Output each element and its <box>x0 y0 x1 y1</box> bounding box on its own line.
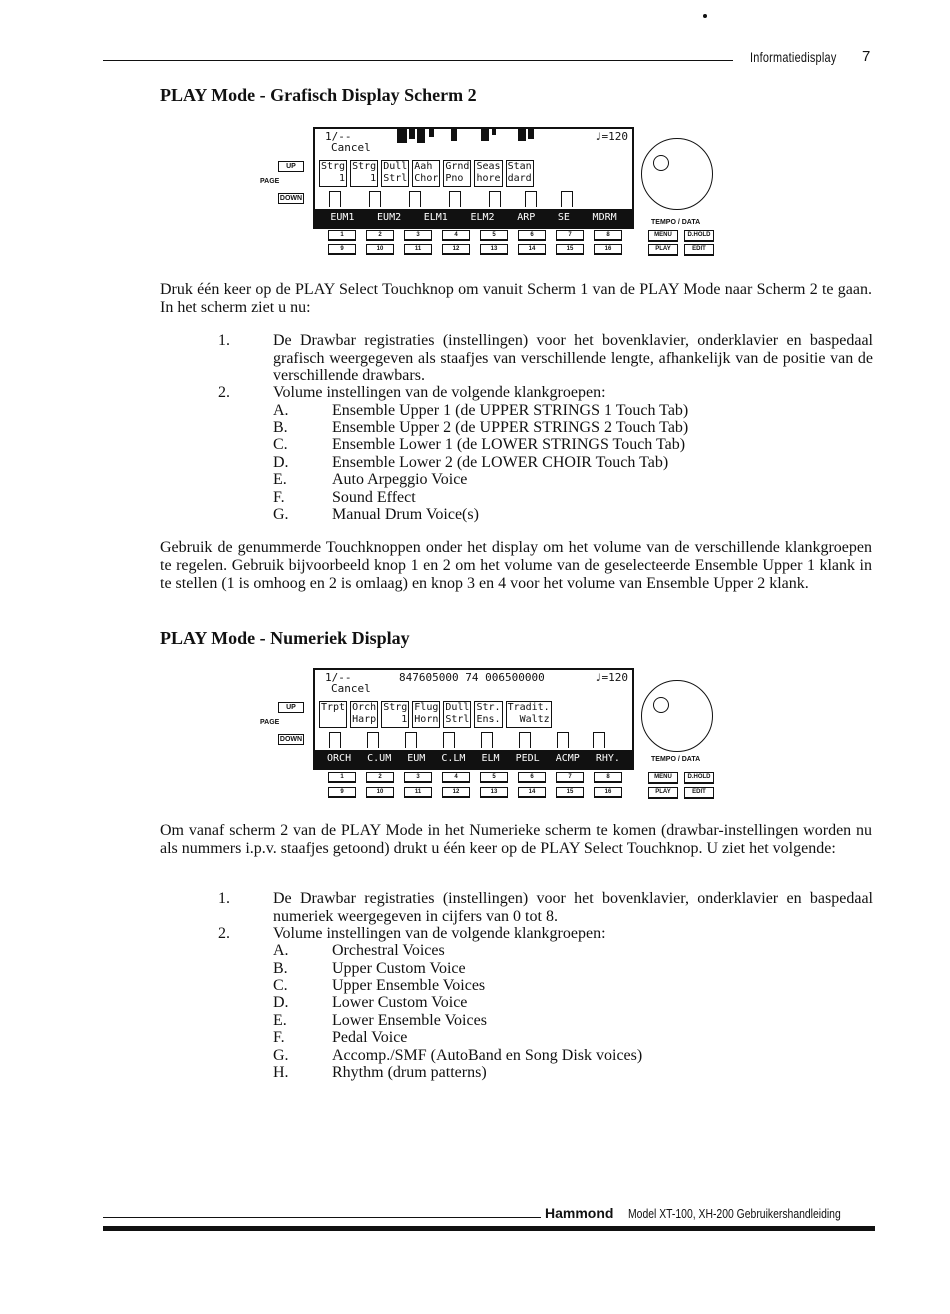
volume-bars <box>329 191 629 208</box>
tempo-data-label: TEMPO / DATA <box>651 756 701 763</box>
touch-button-5[interactable]: 5 <box>480 230 508 241</box>
touch-button-3[interactable]: 3 <box>404 230 432 241</box>
list-number: 2. <box>218 925 230 942</box>
sub-letter: G. <box>273 1047 289 1064</box>
display-panel-graphic <box>258 127 728 257</box>
page-up-button[interactable]: UP <box>278 702 304 713</box>
touch-button-15[interactable]: 15 <box>556 787 584 798</box>
lcd-group-label: EUM1 <box>330 212 355 223</box>
sub-letter: E. <box>273 471 287 488</box>
section-heading-graphic: PLAY Mode - Grafisch Display Scherm 2 <box>160 85 477 105</box>
lcd-cell: Seas hore <box>474 160 502 187</box>
lcd-cell: Trpt <box>319 701 347 728</box>
volume-bar <box>369 191 381 207</box>
lcd-group-label: ORCH <box>327 753 352 764</box>
touch-button-12[interactable]: 12 <box>442 244 470 255</box>
lcd-row1: 1/-- <box>325 130 352 143</box>
sub-letter: D. <box>273 454 289 471</box>
list-text: Volume instellingen van de volgende klankgroepen: <box>273 925 606 942</box>
knob-indicator <box>653 697 669 713</box>
list-number: 2. <box>218 384 230 401</box>
tempo-data-knob[interactable] <box>641 680 713 752</box>
edit-button[interactable]: EDIT <box>684 244 714 256</box>
lcd-cell: Dull Strl <box>381 160 409 187</box>
lcd-screen <box>313 668 634 770</box>
lcd-group-label: EUM <box>407 753 426 764</box>
footer-brand: Hammond <box>545 1205 614 1221</box>
lcd-cell: Orch Harp <box>350 701 378 728</box>
lcd-group-label: ELM1 <box>423 212 448 223</box>
touch-button-5[interactable]: 5 <box>480 772 508 783</box>
touch-button-9[interactable]: 9 <box>328 787 356 798</box>
edit-button[interactable]: EDIT <box>684 787 714 799</box>
volume-bar <box>525 191 537 207</box>
touch-button-2[interactable]: 2 <box>366 772 394 783</box>
list-number: 1. <box>218 332 230 349</box>
list-number: 1. <box>218 890 230 907</box>
lcd-group-label: ACMP <box>555 753 580 764</box>
volume-bar <box>367 732 379 748</box>
sub-text: Upper Custom Voice <box>332 960 466 977</box>
lcd-cell: Dull Strl <box>443 701 471 728</box>
drawbar <box>409 129 415 139</box>
sub-text: Upper Ensemble Voices <box>332 977 486 994</box>
menu-button[interactable]: MENU <box>648 772 678 784</box>
lcd-tempo: ♩=120 <box>594 671 628 684</box>
touch-button-16[interactable]: 16 <box>594 787 622 798</box>
touch-button-1[interactable]: 1 <box>328 772 356 783</box>
section-heading-numeric: PLAY Mode - Numeriek Display <box>160 628 410 648</box>
sub-text: Sound Effect <box>332 489 416 506</box>
page-number: 7 <box>862 48 871 65</box>
play-button[interactable]: PLAY <box>648 787 678 799</box>
lcd-cell: Stan dard <box>506 160 534 187</box>
list-text: De Drawbar registraties (instellingen) voor het bovenklavier, onderklavier en baspedaal grafisch weergegeven als staafjes van verschillende lengte, afhankelijk van de positie van de verschillende drawbars. <box>273 332 873 384</box>
lcd-row1: 1/-- <box>325 671 352 684</box>
drawbar <box>528 129 534 139</box>
touch-button-11[interactable]: 11 <box>404 787 432 798</box>
lcd-cell: Flug Horn <box>412 701 440 728</box>
touch-button-14[interactable]: 14 <box>518 244 546 255</box>
page-down-button[interactable]: DOWN <box>279 195 303 202</box>
lcd-screen <box>313 127 634 229</box>
lcd-row2: Cancel <box>331 682 371 695</box>
lcd-cell: Grnd Pno <box>443 160 471 187</box>
lcd-group-labels <box>315 209 632 227</box>
touch-button-13[interactable]: 13 <box>480 244 508 255</box>
touch-button-2[interactable]: 2 <box>366 230 394 241</box>
sub-text: Ensemble Lower 1 (de LOWER STRINGS Touch Tab) <box>332 436 686 453</box>
drawbar <box>397 129 407 143</box>
footer-thick-rule <box>103 1226 875 1231</box>
sub-text: Auto Arpeggio Voice <box>332 471 468 488</box>
sub-text: Orchestral Voices <box>332 942 445 959</box>
sub-letter: A. <box>273 942 289 959</box>
sub-text: Ensemble Upper 1 (de UPPER STRINGS 1 Touch Tab) <box>332 402 689 419</box>
page-up-button[interactable]: UP <box>278 161 304 172</box>
volume-bars <box>329 732 629 749</box>
touch-button-3[interactable]: 3 <box>404 772 432 783</box>
lcd-group-label: SE <box>557 212 570 223</box>
volume-bar <box>557 732 569 748</box>
volume-bar <box>329 191 341 207</box>
sub-letter: F. <box>273 489 285 506</box>
touch-button-16[interactable]: 16 <box>594 244 622 255</box>
drawbar <box>481 129 489 141</box>
page-label: PAGE <box>260 719 280 726</box>
lcd-group-label: ARP <box>517 212 536 223</box>
lcd-cell: Tradit. Waltz <box>506 701 552 728</box>
touch-button-9[interactable]: 9 <box>328 244 356 255</box>
drawbar <box>429 129 434 137</box>
dhold-button[interactable]: D.HOLD <box>684 772 714 784</box>
tempo-data-knob[interactable] <box>641 138 713 210</box>
lcd-group-label: MDRM <box>592 212 617 223</box>
footer-model: Model XT-100, XH-200 Gebruikershandleiding <box>628 1206 841 1221</box>
drawbar <box>417 129 425 143</box>
sub-letter: B. <box>273 419 288 436</box>
sub-text: Lower Ensemble Voices <box>332 1012 487 1029</box>
touch-button-4[interactable]: 4 <box>442 230 470 241</box>
lcd-tempo: ♩=120 <box>594 130 628 143</box>
header-title: Informatiedisplay <box>750 49 837 65</box>
sub-text: Lower Custom Voice <box>332 994 468 1011</box>
drawbar <box>451 129 457 141</box>
lcd-group-label: ELM <box>481 753 500 764</box>
touch-button-11[interactable]: 11 <box>404 244 432 255</box>
section1-outro: Gebruik de genummerde Touchknoppen onder het display om het volume van de verschillende klankgroepen te regelen. Gebruik bijvoorbeeld knop 1 en 2 om het volume van de geselecteerde Ensemble Upper 1 klank in te stellen (1 is omhoog en 2 is omlaag) en knop 3 en 4 voor het volume van Ensemble Upper 2 klank. <box>160 539 872 592</box>
volume-bar <box>449 191 461 207</box>
lcd-cell: Aah Chor <box>412 160 440 187</box>
drawbar <box>518 129 526 141</box>
volume-bar <box>593 732 605 748</box>
touch-button-14[interactable]: 14 <box>518 787 546 798</box>
volume-bar <box>443 732 455 748</box>
lcd-group-labels <box>315 750 632 768</box>
touch-button-8[interactable]: 8 <box>594 230 622 241</box>
sub-letter: C. <box>273 977 288 994</box>
footer-rule <box>103 1217 541 1218</box>
sub-text: Ensemble Upper 2 (de UPPER STRINGS 2 Touch Tab) <box>332 419 689 436</box>
touch-button-10[interactable]: 10 <box>366 244 394 255</box>
volume-bar <box>329 732 341 748</box>
lcd-drawbar-numbers: 847605000 74 006500000 <box>399 671 545 684</box>
lcd-cell: Strg 1 <box>381 701 409 728</box>
page-speck <box>703 14 707 18</box>
lcd-group-label: EUM2 <box>377 212 402 223</box>
section2-intro: Om vanaf scherm 2 van de PLAY Mode in het Numerieke scherm te komen (drawbar-instellingen worden nu als nummers i.p.v. staafjes getoond) drukt u één keer op de PLAY Select Touchknop. U ziet het volgende: <box>160 822 872 857</box>
display-panel-numeric <box>258 668 728 798</box>
touch-button-12[interactable]: 12 <box>442 787 470 798</box>
header-rule <box>103 60 733 61</box>
drawbar <box>492 129 496 135</box>
touch-button-7[interactable]: 7 <box>556 230 584 241</box>
page-down-button[interactable]: DOWN <box>279 736 303 743</box>
lcd-row2: Cancel <box>331 141 371 154</box>
touch-button-13[interactable]: 13 <box>480 787 508 798</box>
sub-text: Ensemble Lower 2 (de LOWER CHOIR Touch Tab) <box>332 454 669 471</box>
dhold-button[interactable]: D.HOLD <box>684 230 714 242</box>
volume-bar <box>519 732 531 748</box>
sub-letter: A. <box>273 402 289 419</box>
volume-bar <box>405 732 417 748</box>
volume-bar <box>561 191 573 207</box>
list-text: Volume instellingen van de volgende klankgroepen: <box>273 384 606 401</box>
volume-bar <box>489 191 501 207</box>
lcd-cell: Str. Ens. <box>474 701 502 728</box>
page-label: PAGE <box>260 178 280 185</box>
sub-letter: B. <box>273 960 288 977</box>
volume-bar <box>481 732 493 748</box>
list-text: De Drawbar registraties (instellingen) voor het bovenklavier, onderklavier en baspedaal numeriek weergegeven in cijfers van 0 tot 8. <box>273 890 873 925</box>
lcd-voice-cells <box>319 701 552 728</box>
sub-text: Rhythm (drum patterns) <box>332 1064 487 1081</box>
sub-letter: E. <box>273 1012 287 1029</box>
lcd-group-label: ELM2 <box>470 212 495 223</box>
touch-button-4[interactable]: 4 <box>442 772 470 783</box>
volume-bar <box>409 191 421 207</box>
sub-letter: G. <box>273 506 289 523</box>
touch-button-1[interactable]: 1 <box>328 230 356 241</box>
sub-text: Accomp./SMF (AutoBand en Song Disk voices) <box>332 1047 643 1064</box>
touch-button-10[interactable]: 10 <box>366 787 394 798</box>
sub-text: Pedal Voice <box>332 1029 408 1046</box>
lcd-group-label: PEDL <box>515 753 540 764</box>
sub-letter: D. <box>273 994 289 1011</box>
section1-intro: Druk één keer op de PLAY Select Touchknop om vanuit Scherm 1 van de PLAY Mode naar Scherm 2 te gaan. In het scherm ziet u nu: <box>160 281 872 316</box>
touch-button-7[interactable]: 7 <box>556 772 584 783</box>
lcd-group-label: C.LM <box>441 753 466 764</box>
touch-button-6[interactable]: 6 <box>518 230 546 241</box>
sub-letter: F. <box>273 1029 285 1046</box>
knob-indicator <box>653 155 669 171</box>
touch-button-6[interactable]: 6 <box>518 772 546 783</box>
menu-button[interactable]: MENU <box>648 230 678 242</box>
tempo-data-label: TEMPO / DATA <box>651 219 701 226</box>
play-button[interactable]: PLAY <box>648 244 678 256</box>
sub-letter: C. <box>273 436 288 453</box>
lcd-voice-cells <box>319 160 534 187</box>
sub-text: Manual Drum Voice(s) <box>332 506 479 523</box>
touch-button-15[interactable]: 15 <box>556 244 584 255</box>
lcd-group-label: C.UM <box>367 753 392 764</box>
touch-button-8[interactable]: 8 <box>594 772 622 783</box>
lcd-group-label: RHY. <box>595 753 620 764</box>
lcd-cell: Strg 1 <box>319 160 347 187</box>
sub-letter: H. <box>273 1064 289 1081</box>
lcd-cell: Strg 1 <box>350 160 378 187</box>
